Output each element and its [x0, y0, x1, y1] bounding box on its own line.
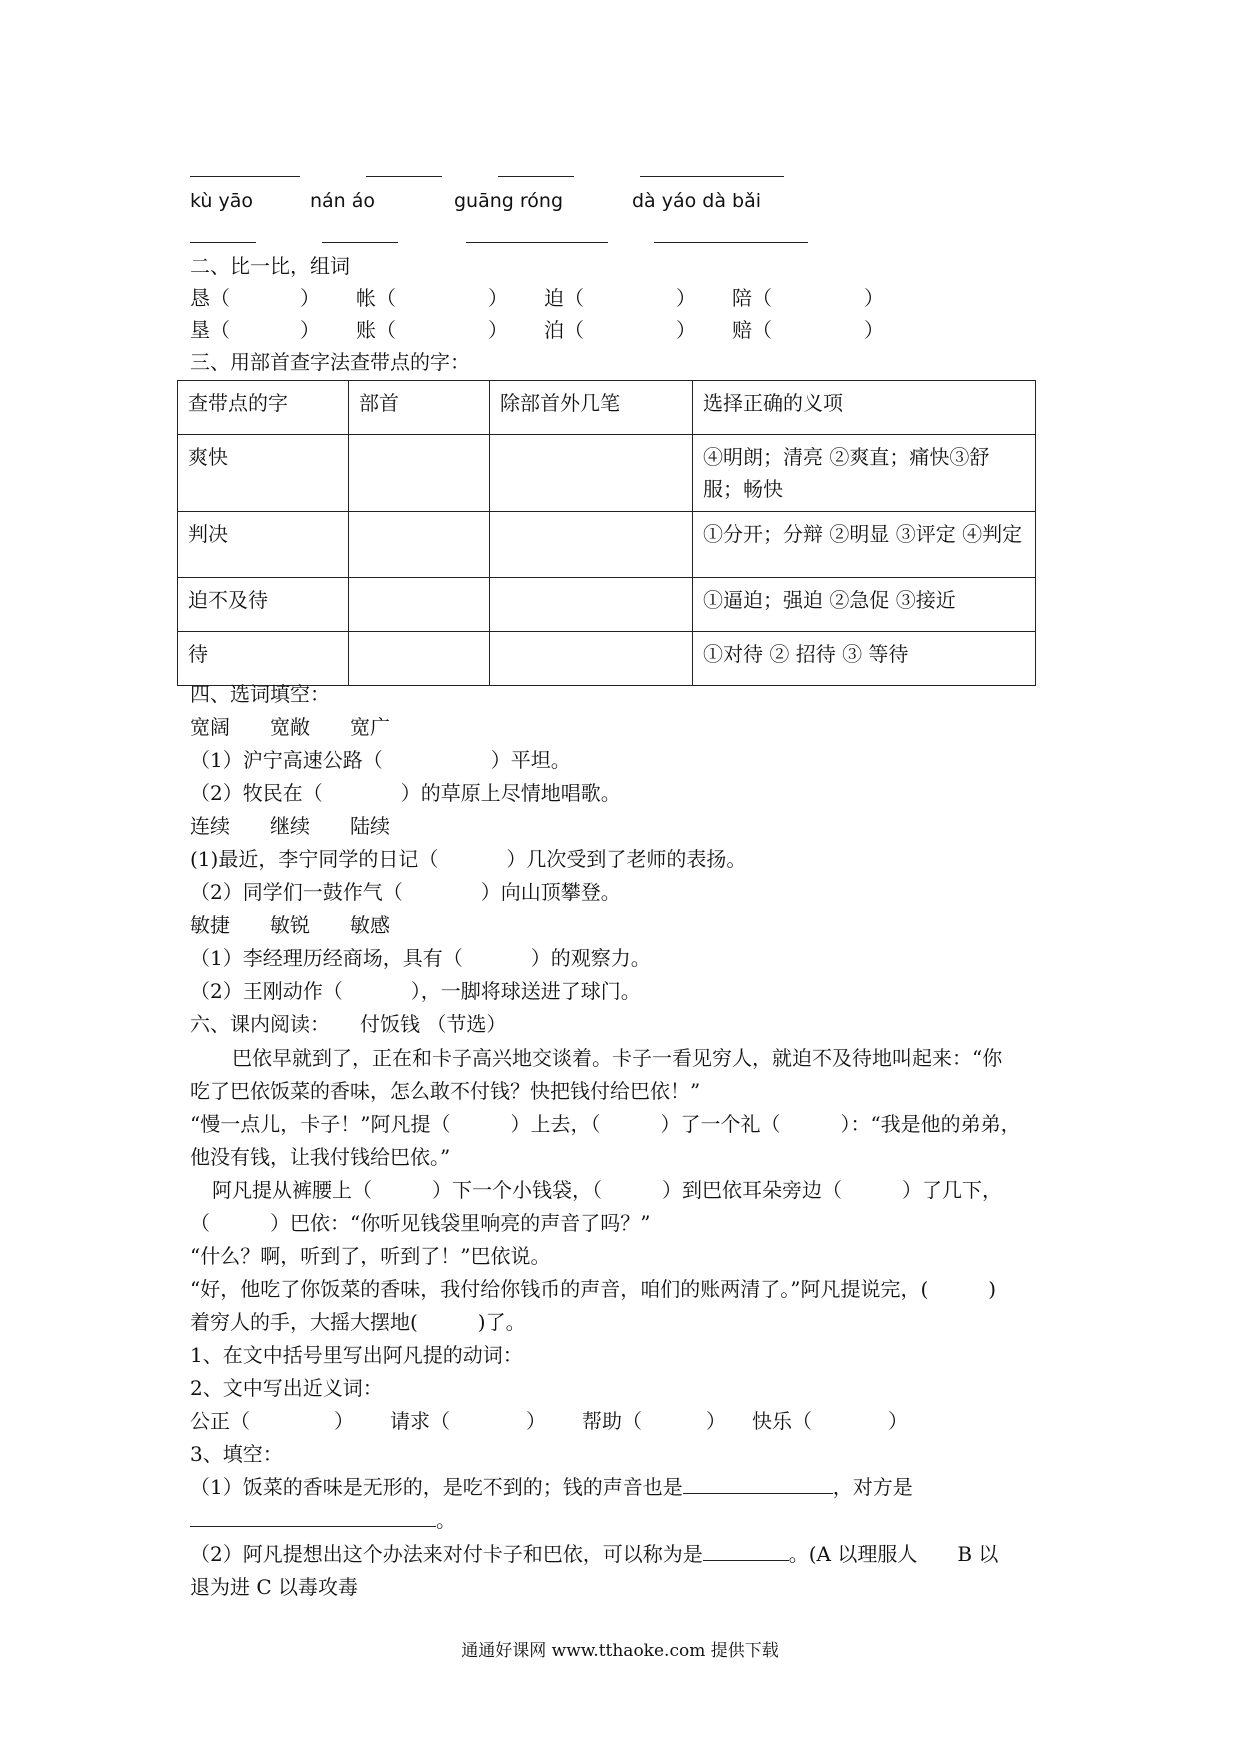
passage-line: 巴依早就到了，正在和卡子高兴地交谈着。卡子一看见穷人，就迫不及待地叫起来：“你 — [232, 1046, 1003, 1070]
answer-blank[interactable] — [703, 1540, 789, 1561]
word-choices: 连续 继续 陆续 — [190, 814, 390, 838]
table-cell-blank[interactable] — [490, 435, 693, 512]
fill-question: （1）饭菜的香味是无形的，是吃不到的；钱的声音也是 ，对方是 — [190, 1475, 913, 1499]
table-cell-blank[interactable] — [490, 632, 693, 686]
table-cell-blank[interactable] — [349, 435, 490, 512]
table-cell-meaning: ①对待 ② 招待 ③ 等待 — [693, 632, 1036, 686]
table-header: 部首 — [349, 381, 490, 435]
fill-question: （2）阿凡提想出这个办法来对付卡子和巴依，可以称为是 。(A 以理服人 B 以 — [190, 1542, 999, 1566]
answer-line — [498, 176, 574, 177]
table-cell-word: 爽快 — [178, 435, 349, 512]
table-cell-blank[interactable] — [349, 512, 490, 578]
section6-title: 六、课内阅读： 付饭钱 （节选） — [190, 1012, 507, 1036]
section2-row2: 垦（ ） 账（ ） 泊（ ） 赔（ ） — [190, 318, 884, 342]
footer-credit: 通通好课网 www.tthaoke.com 提供下载 — [461, 1641, 779, 1661]
answer-line — [190, 242, 256, 243]
answer-line — [366, 176, 442, 177]
section4-title: 四、选词填空： — [190, 682, 330, 706]
table-cell-blank[interactable] — [490, 578, 693, 632]
table-cell-blank[interactable] — [490, 512, 693, 578]
fill-question: 退为进 C 以毒攻毒 — [190, 1575, 359, 1599]
fill-question: （2）王刚动作（ ），一脚将球送进了球门。 — [190, 979, 641, 1003]
fill-question: （2）牧民在（ ）的草原上尽情地唱歌。 — [190, 781, 621, 805]
table-row — [178, 632, 1036, 686]
table-cell-word: 判决 — [178, 512, 349, 578]
answer-line — [640, 176, 784, 177]
answer-line — [466, 242, 608, 243]
radical-lookup-table — [177, 380, 1036, 686]
table-cell-blank[interactable] — [349, 578, 490, 632]
answer-line — [322, 242, 398, 243]
passage-line: 着穷人的手，大摇大摆地( )了。 — [190, 1310, 526, 1334]
section2-title: 二、比一比，组词 — [190, 254, 350, 278]
table-cell-meaning: ①分开；分辩 ②明显 ③评定 ④判定 — [693, 512, 1036, 578]
table-row — [178, 578, 1036, 632]
answer-line — [654, 242, 808, 243]
fill-question: （1）李经理历经商场，具有（ ）的观察力。 — [190, 946, 651, 970]
passage-line: （ ）巴依：“你听见钱袋里响亮的声音了吗？” — [190, 1211, 651, 1235]
table-row — [178, 435, 1036, 512]
fill-question: （1）沪宁高速公路（ ）平坦。 — [190, 748, 571, 772]
question-2: 2、文中写出近义词： — [190, 1376, 383, 1400]
table-cell-blank[interactable] — [349, 632, 490, 686]
section3-title: 三、用部首查字法查带点的字： — [190, 350, 470, 374]
fill-question: 。 — [190, 1506, 456, 1534]
answer-line — [190, 176, 300, 177]
table-cell-word: 迫不及待 — [178, 578, 349, 632]
fill-question: （2）同学们一鼓作气（ ）向山顶攀登。 — [190, 880, 621, 904]
passage-line: 他没有钱，让我付钱给巴依。” — [190, 1145, 451, 1169]
passage-line: “什么？啊，听到了，听到了！”巴依说。 — [190, 1244, 551, 1268]
table-cell-word: 待 — [178, 632, 349, 686]
pinyin-2: nán áo — [310, 190, 376, 212]
word-choices: 宽阔 宽敞 宽广 — [190, 715, 390, 739]
table-header: 查带点的字 — [178, 381, 349, 435]
table-row — [178, 512, 1036, 578]
question-1: 1、在文中括号里写出阿凡提的动词： — [190, 1343, 523, 1367]
pinyin-1: kù yāo — [190, 190, 254, 212]
question-3: 3、填空： — [190, 1442, 283, 1466]
passage-line: 吃了巴依饭菜的香味，怎么敢不付钱？快把钱付给巴依！” — [190, 1079, 701, 1103]
pinyin-4: dà yáo dà bǎi — [632, 190, 762, 212]
table-cell-meaning: ④明朗；清亮 ②爽直；痛快③舒服；畅快 — [693, 435, 1036, 512]
answer-blank[interactable] — [190, 1506, 436, 1527]
answer-blank[interactable] — [683, 1473, 833, 1494]
table-header: 选择正确的义项 — [693, 381, 1036, 435]
passage-line: 阿凡提从裤腰上（ ）下一个小钱袋，（ ）到巴依耳朵旁边（ ）了几下， — [212, 1178, 1002, 1202]
table-cell-meaning: ①逼迫；强迫 ②急促 ③接近 — [693, 578, 1036, 632]
pinyin-3: guāng róng — [454, 190, 564, 212]
fill-question: (1)最近，李宁同学的日记（ ）几次受到了老师的表扬。 — [190, 847, 747, 871]
word-choices: 敏捷 敏锐 敏感 — [190, 913, 390, 937]
passage-line: “慢一点儿，卡子！”阿凡提（ ）上去，（ ）了一个礼（ ）：“我是他的弟弟， — [190, 1112, 1021, 1136]
section2-row1: 恳（ ） 帐（ ） 迫（ ） 陪（ ） — [190, 286, 884, 310]
table-header: 除部首外几笔 — [490, 381, 693, 435]
passage-line: “好，他吃了你饭菜的香味，我付给你钱币的声音，咱们的账两清了。”阿凡提说完，( ) — [190, 1277, 997, 1301]
synonym-row: 公正（ ） 请求（ ） 帮助（ ） 快乐（ ） — [190, 1409, 908, 1433]
